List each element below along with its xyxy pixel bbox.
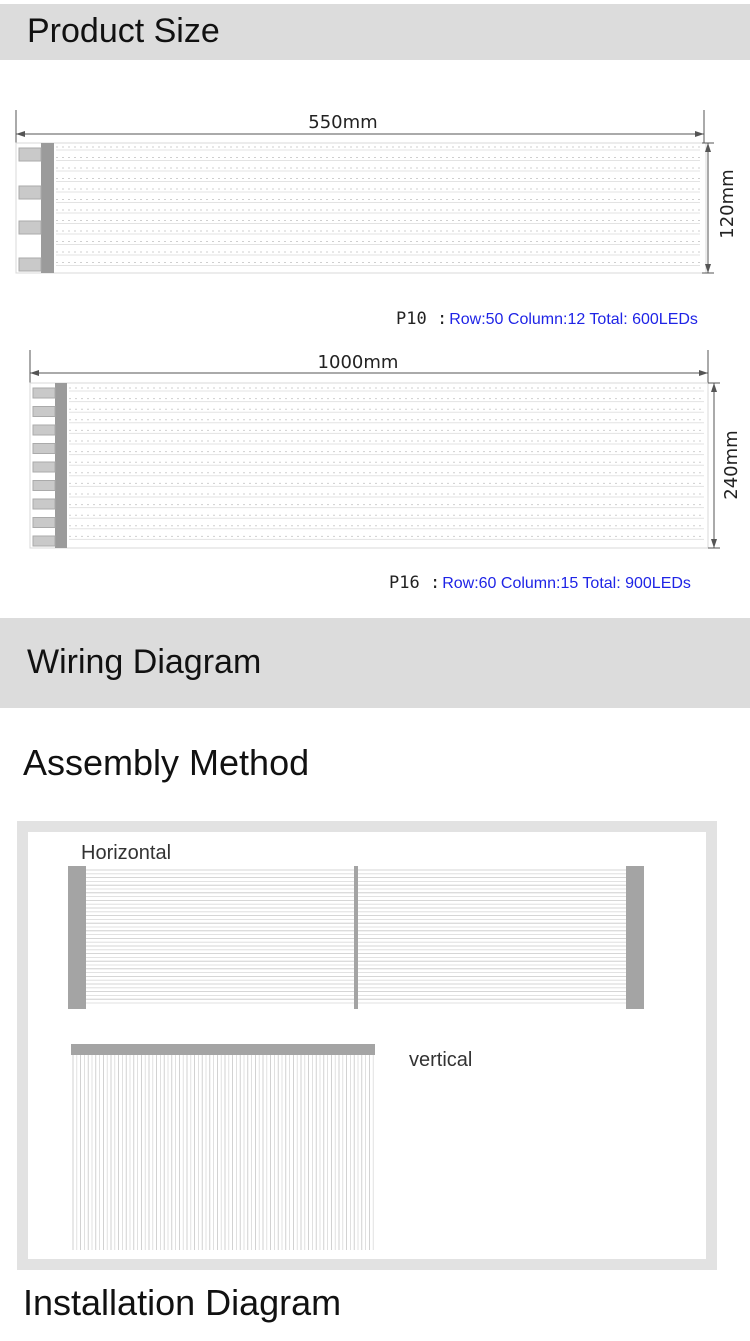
vertical-label: vertical bbox=[409, 1049, 473, 1071]
horizontal-left-bar bbox=[68, 866, 86, 1009]
horizontal-label: Horizontal bbox=[81, 842, 172, 864]
p16-connector bbox=[33, 536, 55, 546]
wiring-diagram-title: Wiring Diagram bbox=[27, 643, 262, 681]
wiring-diagram-banner bbox=[0, 618, 750, 708]
p16-connector bbox=[33, 444, 55, 454]
p10-spec-detail: Row:50 Column:12 Total: 600LEDs bbox=[449, 311, 698, 328]
installation-diagram-heading: Installation Diagram bbox=[23, 1282, 342, 1323]
assembly-illustration bbox=[28, 832, 706, 1259]
p16-connectors bbox=[33, 388, 55, 546]
horizontal-right-bar bbox=[626, 866, 644, 1009]
p16-connector bbox=[33, 518, 55, 528]
product-size-banner bbox=[0, 4, 750, 60]
assembly-frame bbox=[17, 821, 717, 1270]
p16-connector bbox=[33, 425, 55, 435]
horizontal-assembly bbox=[68, 866, 644, 1009]
p16-driver-bar bbox=[55, 383, 67, 548]
vertical-top-bar bbox=[71, 1044, 375, 1055]
p10-spec bbox=[396, 309, 698, 329]
p16-connector bbox=[33, 481, 55, 491]
vertical-assembly bbox=[71, 1044, 375, 1250]
p16-connector bbox=[33, 462, 55, 472]
p16-spec bbox=[389, 573, 691, 593]
p16-connector bbox=[33, 388, 55, 398]
assembly-method-heading: Assembly Method bbox=[23, 742, 310, 783]
p10-width-label: 550mm bbox=[308, 112, 378, 133]
p10-dimension-diagram bbox=[0, 100, 750, 300]
horizontal-center-joint bbox=[354, 866, 358, 1009]
p10-code: P10 : bbox=[396, 309, 448, 329]
p16-dimension-diagram bbox=[0, 340, 750, 555]
vertical-led-strips bbox=[73, 1055, 373, 1250]
p16-height-label: 240mm bbox=[721, 430, 742, 500]
p16-connector bbox=[33, 499, 55, 509]
p10-module-outline bbox=[16, 143, 706, 273]
p16-connector bbox=[33, 407, 55, 417]
p16-width-label: 1000mm bbox=[317, 352, 399, 373]
p16-code: P16 : bbox=[389, 573, 441, 593]
product-size-title: Product Size bbox=[27, 12, 220, 50]
p10-height-label: 120mm bbox=[717, 169, 738, 239]
p10-driver-bar bbox=[41, 143, 54, 273]
p16-spec-detail: Row:60 Column:15 Total: 900LEDs bbox=[442, 575, 691, 592]
